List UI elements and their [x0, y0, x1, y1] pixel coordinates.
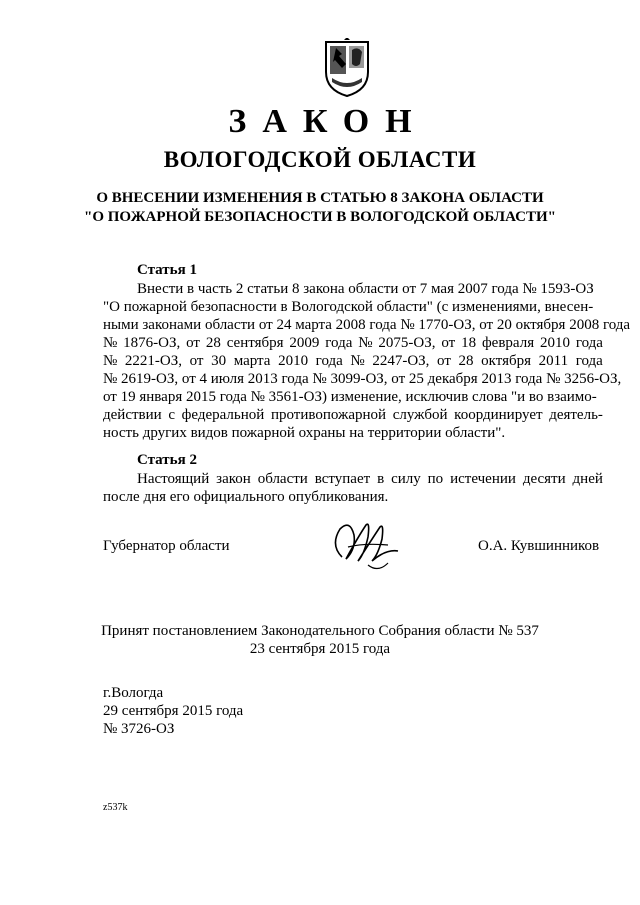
word: действии — [103, 407, 162, 423]
region-title: ВОЛОГОДСКОЙ ОБЛАСТИ — [163, 147, 477, 172]
text-line — [103, 298, 603, 316]
word: 2010 — [539, 335, 570, 351]
word: истечении — [450, 471, 516, 487]
word: вступает — [314, 471, 371, 487]
word: 1876-ОЗ, — [123, 335, 181, 351]
word: от — [186, 335, 200, 351]
word: № — [358, 335, 373, 351]
word: по — [427, 471, 444, 487]
word: 28 — [205, 335, 221, 351]
word: 2011 — [538, 353, 569, 369]
text-line — [103, 406, 603, 424]
word: федеральной — [181, 407, 265, 423]
word: года — [325, 335, 353, 351]
word: октября — [481, 353, 532, 369]
word: 2247-ОЗ, — [372, 353, 430, 369]
text-line — [103, 316, 631, 334]
word: силу — [391, 471, 421, 487]
adoption-line: 23 сентября 2015 года — [249, 641, 391, 657]
word: от 19 января 2015 года № 3561-ОЗ) изменение, исключив слова "и во взаимо- — [103, 389, 597, 405]
governor-position: Губернатор области — [103, 538, 230, 554]
article-1-title: Статья 1 — [137, 262, 197, 278]
document-title: ЗАКОН — [228, 103, 428, 140]
word: 2221-ОЗ, — [124, 353, 183, 369]
word: № — [350, 353, 365, 369]
word: закон — [216, 471, 251, 487]
word: ными законами области от 24 марта 2008 года № 1770-ОЗ, от 20 октября 2008 года — [103, 317, 631, 333]
city: г.Вологда — [103, 685, 164, 701]
word: 2009 — [289, 335, 320, 351]
text-line — [103, 334, 603, 352]
word: № — [103, 335, 118, 351]
law-subtitle — [60, 189, 580, 227]
word: 2075-ОЗ, — [378, 335, 436, 351]
text-line — [103, 352, 603, 370]
document-code: z537k — [103, 802, 128, 813]
word: февраля — [481, 335, 535, 351]
word: 28 — [458, 353, 474, 369]
coat-of-arms-icon — [322, 38, 372, 98]
signing-date: 29 сентября 2015 года — [103, 703, 244, 719]
word: 18 — [461, 335, 477, 351]
place-and-date — [103, 684, 243, 738]
word: с — [168, 407, 175, 423]
word: сентября — [226, 335, 284, 351]
word: области — [257, 471, 308, 487]
adoption-line: Принят постановлением Законодательного Собрания области № 537 — [101, 623, 539, 639]
word: службой — [392, 407, 448, 423]
word: от — [437, 353, 451, 369]
governor-name: О.А. Кувшинников — [478, 538, 600, 554]
word: года — [315, 353, 343, 369]
word: дней — [572, 471, 603, 487]
text-line — [103, 470, 603, 488]
handwritten-signature — [328, 515, 403, 575]
word: № 2619-ОЗ, от 4 июля 2013 года № 3099-ОЗ, от 25 декабря 2013 года № 3256-ОЗ, — [103, 371, 622, 387]
word: от — [189, 353, 204, 369]
word: противопожарной — [270, 407, 387, 423]
word: марта — [233, 353, 271, 369]
subtitle-line: "О ПОЖАРНОЙ БЕЗОПАСНОСТИ В ВОЛОГОДСКОЙ ОБЛАСТИ" — [84, 209, 556, 225]
word: ность других видов пожарной охраны на территории области". — [103, 425, 506, 441]
word: года — [575, 335, 603, 351]
adoption-note — [0, 622, 640, 658]
word: 30 — [211, 353, 227, 369]
article-1-body — [103, 280, 631, 442]
subtitle-line: О ВНЕСЕНИИ ИЗМЕНЕНИЯ В СТАТЬЮ 8 ЗАКОНА ОБЛАСТИ — [96, 190, 544, 206]
text-line — [103, 488, 603, 506]
word: 2010 — [278, 353, 309, 369]
word: "О пожарной безопасности в Вологодской области" (с изменениями, внесен- — [103, 299, 594, 315]
word: в — [377, 471, 385, 487]
text-line — [103, 370, 622, 388]
law-number: № 3726-ОЗ — [103, 721, 175, 737]
text-line — [103, 388, 603, 406]
word: деятель- — [549, 407, 603, 423]
word: года — [575, 353, 603, 369]
word: Внести в часть 2 статьи 8 закона области от 7 мая 2007 года № 1593-ОЗ — [137, 281, 594, 297]
text-line — [103, 280, 603, 298]
word: десяти — [522, 471, 566, 487]
word: после дня его официального опубликования. — [103, 489, 389, 505]
word: Настоящий — [137, 471, 210, 487]
word: координирует — [454, 407, 543, 423]
word: от — [441, 335, 456, 351]
word: № — [103, 353, 118, 369]
article-2-title: Статья 2 — [137, 452, 197, 468]
article-2-body — [103, 470, 603, 506]
text-line — [103, 424, 603, 442]
